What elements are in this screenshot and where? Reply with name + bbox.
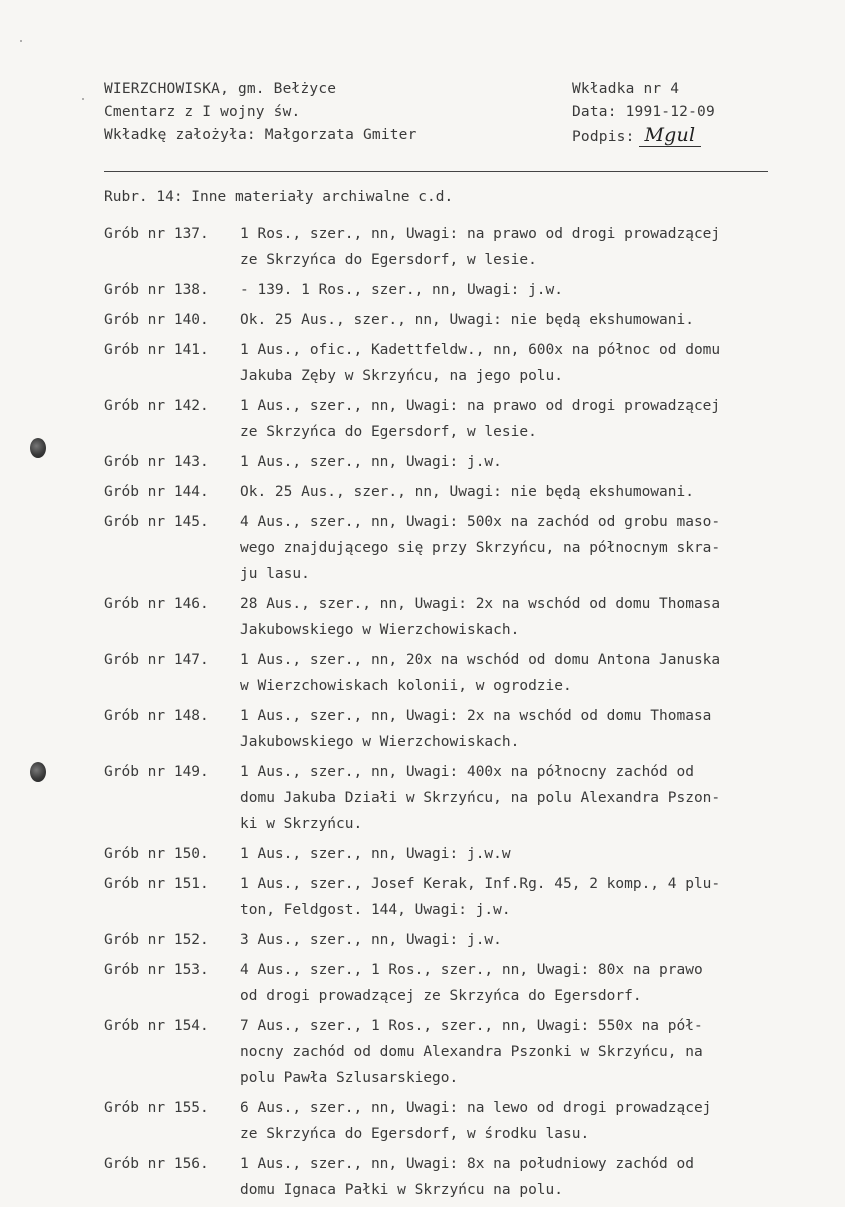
description-line: Ok. 25 Aus., szer., nn, Uwagi: nie będą ekshumowani. xyxy=(240,484,694,500)
description-line: 1 Aus., szer., nn, Uwagi: na prawo od drogi prowadzącej xyxy=(240,398,721,414)
grave-number: Grób nr 155. xyxy=(104,1100,209,1116)
grave-entry xyxy=(104,759,824,837)
grave-number: Grób nr 154. xyxy=(104,1018,209,1034)
header-location: WIERZCHOWISKA, gm. Bełżyce xyxy=(104,81,337,97)
grave-entry xyxy=(104,449,824,475)
paper-speck xyxy=(82,98,84,100)
description-line: Ok. 25 Aus., szer., nn, Uwagi: nie będą ekshumowani. xyxy=(240,312,694,328)
grave-description xyxy=(240,479,824,505)
description-line: Jakubowskiego w Wierzchowiskach. xyxy=(240,622,520,638)
grave-entry xyxy=(104,647,824,699)
grave-description xyxy=(240,927,824,953)
insert-number: Wkładka nr 4 xyxy=(572,81,680,97)
grave-description xyxy=(240,957,824,1009)
grave-number: Grób nr 152. xyxy=(104,932,209,948)
header-divider xyxy=(104,171,768,172)
description-line: Jakuba Zęby w Skrzyńcu, na jego polu. xyxy=(240,368,564,384)
header-right xyxy=(572,78,715,149)
description-line: 1 Aus., szer., nn, Uwagi: 2x na wschód od domu Thomasa xyxy=(240,708,712,724)
grave-description xyxy=(240,1013,824,1091)
header-left xyxy=(104,78,417,147)
grave-number: Grób nr 143. xyxy=(104,454,209,470)
grave-entry xyxy=(104,841,824,867)
grave-description xyxy=(240,703,824,755)
grave-number: Grób nr 146. xyxy=(104,596,209,612)
grave-entry xyxy=(104,1095,824,1147)
description-line: 1 Aus., szer., nn, Uwagi: j.w.w xyxy=(240,846,511,862)
punch-hole xyxy=(30,762,46,782)
grave-entry xyxy=(104,871,824,923)
grave-description xyxy=(240,307,824,333)
description-line: ze Skrzyńca do Egersdorf, w lesie. xyxy=(240,424,537,440)
grave-entry xyxy=(104,277,824,303)
grave-entry xyxy=(104,927,824,953)
description-line: 1 Aus., szer., Josef Kerak, Inf.Rg. 45, 2 komp., 4 plu- xyxy=(240,876,721,892)
header-author: Wkładkę założyła: Małgorzata Gmiter xyxy=(104,127,417,143)
grave-description xyxy=(240,647,824,699)
grave-number: Grób nr 140. xyxy=(104,312,209,328)
grave-description xyxy=(240,449,824,475)
grave-entry xyxy=(104,221,824,273)
grave-number: Grób nr 150. xyxy=(104,846,209,862)
grave-number: Grób nr 138. xyxy=(104,282,209,298)
description-line: 1 Aus., ofic., Kadettfeldw., nn, 600x na północ od domu xyxy=(240,342,721,358)
rubric-heading: Rubr. 14: Inne materiały archiwalne c.d. xyxy=(104,189,454,205)
grave-entry xyxy=(104,509,824,587)
grave-description xyxy=(240,871,824,923)
description-line: 1 Ros., szer., nn, Uwagi: na prawo od drogi prowadzącej xyxy=(240,226,721,242)
description-line: nocny zachód od domu Alexandra Pszonki w Skrzyńcu, na xyxy=(240,1044,703,1060)
description-line: 1 Aus., szer., nn, 20x na wschód od domu Antona Januska xyxy=(240,652,721,668)
grave-number: Grób nr 144. xyxy=(104,484,209,500)
description-line: w Wierzchowiskach kolonii, w ogrodzie. xyxy=(240,678,572,694)
grave-description xyxy=(240,277,824,303)
grave-entry xyxy=(104,1013,824,1091)
grave-entry xyxy=(104,337,824,389)
grave-entry xyxy=(104,393,824,445)
description-line: 7 Aus., szer., 1 Ros., szer., nn, Uwagi: 550x na pół- xyxy=(240,1018,703,1034)
punch-hole xyxy=(30,438,46,458)
grave-number: Grób nr 141. xyxy=(104,342,209,358)
grave-description xyxy=(240,337,824,389)
grave-entry xyxy=(104,479,824,505)
description-line: 1 Aus., szer., nn, Uwagi: 8x na południowy zachód od xyxy=(240,1156,694,1172)
signature-row xyxy=(572,124,715,149)
description-line: - 139. 1 Ros., szer., nn, Uwagi: j.w. xyxy=(240,282,564,298)
grave-entry xyxy=(104,307,824,333)
grave-number: Grób nr 148. xyxy=(104,708,209,724)
grave-entry xyxy=(104,703,824,755)
grave-entry xyxy=(104,1151,824,1203)
grave-description xyxy=(240,221,824,273)
signature: Mgul xyxy=(639,124,702,147)
description-line: ze Skrzyńca do Egersdorf, w środku lasu. xyxy=(240,1126,590,1142)
description-line: 4 Aus., szer., 1 Ros., szer., nn, Uwagi: 80x na prawo xyxy=(240,962,703,978)
grave-description xyxy=(240,1151,824,1203)
grave-number: Grób nr 137. xyxy=(104,226,209,242)
grave-number: Grób nr 156. xyxy=(104,1156,209,1172)
description-line: 3 Aus., szer., nn, Uwagi: j.w. xyxy=(240,932,502,948)
grave-number: Grób nr 145. xyxy=(104,514,209,530)
grave-description xyxy=(240,841,824,867)
grave-description xyxy=(240,1095,824,1147)
description-line: 28 Aus., szer., nn, Uwagi: 2x na wschód od domu Thomasa xyxy=(240,596,721,612)
description-line: ze Skrzyńca do Egersdorf, w lesie. xyxy=(240,252,537,268)
paper-speck xyxy=(20,40,22,42)
grave-entry xyxy=(104,957,824,1009)
description-line: polu Pawła Szlusarskiego. xyxy=(240,1070,459,1086)
description-line: 4 Aus., szer., nn, Uwagi: 500x na zachód od grobu maso- xyxy=(240,514,721,530)
description-line: 1 Aus., szer., nn, Uwagi: j.w. xyxy=(240,454,502,470)
description-line: Jakubowskiego w Wierzchowiskach. xyxy=(240,734,520,750)
grave-number: Grób nr 153. xyxy=(104,962,209,978)
grave-description xyxy=(240,591,824,643)
grave-description xyxy=(240,393,824,445)
description-line: wego znajdującego się przy Skrzyńcu, na północnym skra- xyxy=(240,540,721,556)
grave-number: Grób nr 147. xyxy=(104,652,209,668)
grave-entry xyxy=(104,591,824,643)
header-date: Data: 1991-12-09 xyxy=(572,104,715,120)
description-line: ton, Feldgost. 144, Uwagi: j.w. xyxy=(240,902,511,918)
description-line: 6 Aus., szer., nn, Uwagi: na lewo od drogi prowadzącej xyxy=(240,1100,712,1116)
grave-number: Grób nr 149. xyxy=(104,764,209,780)
description-line: domu Jakuba Działi w Skrzyńcu, na polu Alexandra Pszon- xyxy=(240,790,721,806)
description-line: od drogi prowadzącej ze Skrzyńca do Egersdorf. xyxy=(240,988,642,1004)
header-cemetery: Cmentarz z I wojny św. xyxy=(104,104,301,120)
grave-description xyxy=(240,509,824,587)
description-line: 1 Aus., szer., nn, Uwagi: 400x na północny zachód od xyxy=(240,764,694,780)
grave-number: Grób nr 151. xyxy=(104,876,209,892)
grave-description xyxy=(240,759,824,837)
description-line: ki w Skrzyńcu. xyxy=(240,816,363,832)
grave-list xyxy=(104,221,824,1207)
description-line: domu Ignaca Pałki w Skrzyńcu na polu. xyxy=(240,1182,564,1198)
signature-label: Podpis: xyxy=(572,129,635,145)
grave-number: Grób nr 142. xyxy=(104,398,209,414)
description-line: ju lasu. xyxy=(240,566,310,582)
